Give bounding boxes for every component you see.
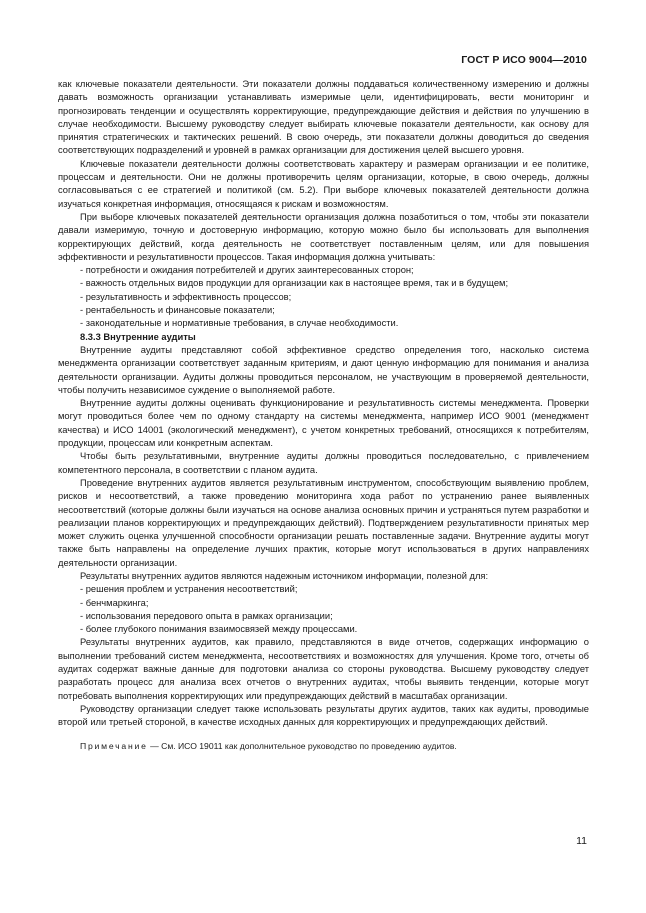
paragraph: Результаты внутренних аудитов, как правило, представляются в виде отчетов, содержащих информацию о выполнении требований систем менеджмента, несоответствиях и возможностях для улучшения. Кроме того, отчеты об аудитах содержат важные данные для подготовки анализа со стороны руководства. Высшему руководству следует разработать процесс для анализа всех отчетов о внутренних аудитах, чтобы выявить тенденции, которые могут потребовать выполнения корректирующих или предупреждающих действий в масштабах организации.: [58, 637, 589, 701]
note-text: — См. ИСО 19011 как дополнительное руководство по проведению аудитов.: [147, 740, 457, 751]
list-item: - более глубокого понимания взаимосвязей между процессами.: [80, 624, 358, 635]
note: [80, 740, 589, 753]
list-item: - потребности и ожидания потребителей и других заинтересованных сторон;: [80, 265, 414, 276]
list-item: - законодательные и нормативные требования, в случае необходимости.: [80, 318, 399, 329]
note-label: Примечание: [80, 740, 148, 751]
paragraph: Внутренние аудиты должны оценивать функционирование и результативность системы менеджмента. Проверки могут проводиться более чем по одному стандарту на системы менеджмента, например ИСО 9001 (менеджмент качества) и ИСО 14001 (экологический менеджмент), с учетом конкретных требований, относящихся к потребителям, продукции, процессам или конкретным аспектам.: [58, 398, 589, 449]
list-item: - использования передового опыта в рамках организации;: [80, 610, 333, 621]
list-item: - рентабельность и финансовые показатели;: [80, 305, 275, 316]
section-heading: 8.3.3 Внутренние аудиты: [80, 331, 196, 342]
list-item: - бенчмаркинга;: [80, 597, 149, 608]
paragraph: Внутренние аудиты представляют собой эффективное средство определения того, насколько система менеджмента организации соответствует заданным критериям, и дают ценную информацию для понимания и анализа деятельности организации. Аудиты должны проводиться персоналом, не участвующим в проверяемой деятельности, чтобы получить независимое суждение о выполняемой работе.: [58, 344, 589, 395]
paragraph: Руководству организации следует также использовать результаты других аудитов, таких как аудиты, проводимые второй или третьей стороной, в качестве исходных данных для корректирующих и предупреждающих действий.: [58, 703, 589, 728]
paragraph: Ключевые показатели деятельности должны соответствовать характеру и размерам организации и ее политике, процессам и деятельности. Они не должны противоречить целям организации, которые, в свою очередь, должны согласовываться с ее стратегией и политикой (см. 5.2). При выборе ключевых показателей деятельности должна изучаться конкретная информация, относящаяся к рискам и возможностям.: [58, 158, 589, 209]
paragraph: Проведение внутренних аудитов является результативным инструментом, способствующим выявлению проблем, рисков и несоответствий, а также проведению мониторинга хода работ по устранению ранее выявленных несоответствий (которые должны были изучаться на основе анализа основных причин и устраняться путем разработки и реализации планов корректирующих и предупреждающих действий). Подтверждением результативности принятых мер может служить оценка улучшенной способности организации решать поставленные задачи. Внутренние аудиты могут также быть направлены на определение лучших практик, которые могут использоваться в других направлениях деятельности организации.: [58, 477, 589, 568]
list-item: - важность отдельных видов продукции для организации как в настоящее время, так и в будущем;: [80, 278, 509, 289]
page-content: [58, 78, 589, 753]
paragraph: Результаты внутренних аудитов являются надежным источником информации, полезной для:: [80, 570, 489, 581]
paragraph: как ключевые показатели деятельности. Эти показатели должны поддаваться количественному измерению и должны давать возможность организации устанавливать измеримые цели, идентифицировать, вести мониторинг и прогнозировать тенденции и осуществлять корректирующие, предупреждающие действия и действия по улучшению в случае необходимости. Высшему руководству следует выбирать ключевые показатели деятельности, как основу для принятия стратегических и тактических решений. В свою очередь, эти показатели должны доводиться до сведения соответствующих подразделений и уровней в рамках организации для достижения целей высшего уровня.: [58, 79, 589, 156]
page-number: 11: [576, 835, 587, 847]
paragraph: Чтобы быть результативными, внутренние аудиты должны проводиться последовательно, с привлечением компетентного персонала, в соответствии с планом аудита.: [58, 451, 589, 475]
list-item: - решения проблем и устранения несоответствий;: [80, 584, 298, 595]
document-header: ГОСТ Р ИСО 9004—2010: [461, 54, 587, 66]
list-item: - результативность и эффективность процессов;: [80, 291, 292, 302]
paragraph: При выборе ключевых показателей деятельности организация должна позаботиться о том, чтобы эти показатели давали измеримую, точную и достоверную информацию, которую можно было бы использовать для выполнения корректирующих действий, когда деятельность не соответствует поставленным целям, или для повышения эффективности и результативности процессов. Такая информация должна учитывать:: [58, 211, 589, 262]
